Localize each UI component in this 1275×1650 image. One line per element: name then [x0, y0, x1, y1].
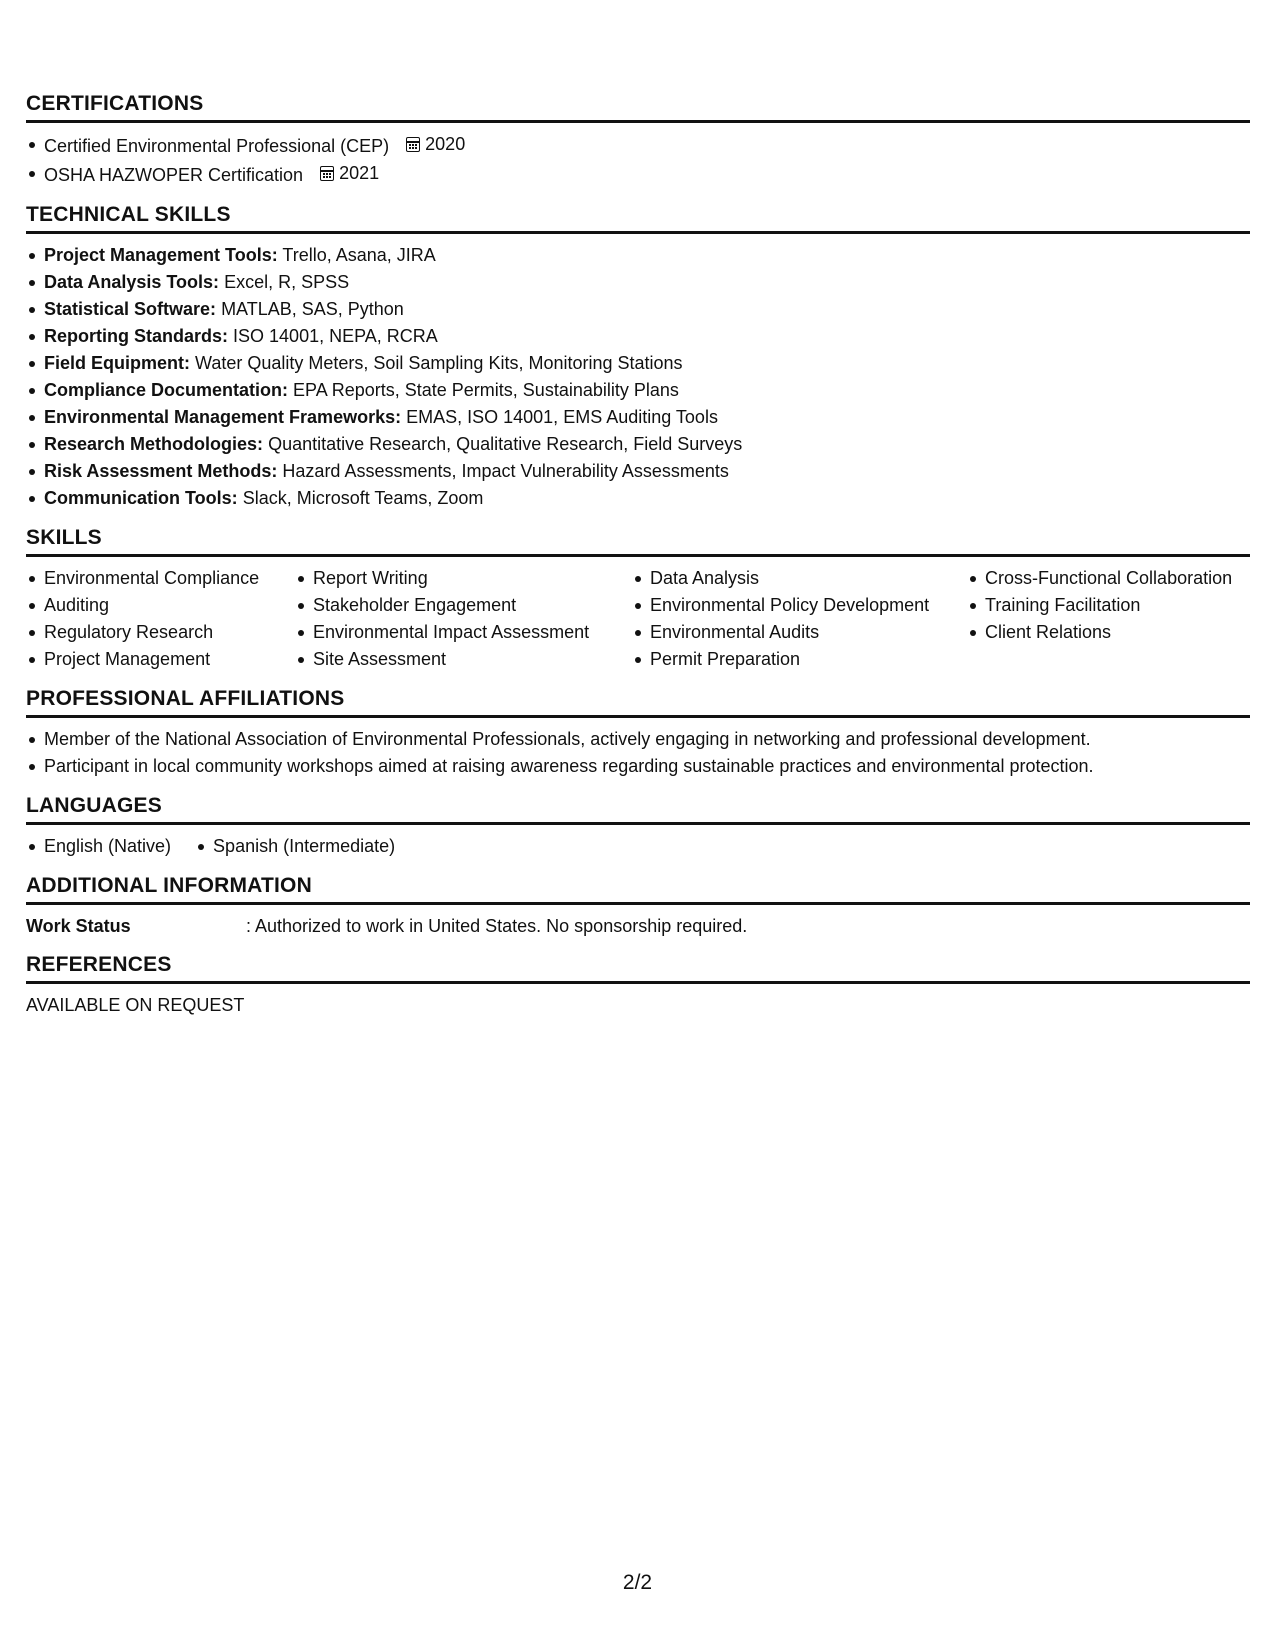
affiliations-title: PROFESSIONAL AFFILIATIONS	[26, 687, 1250, 718]
skills-column	[967, 565, 1250, 673]
certification-date	[320, 160, 379, 187]
list-item: Auditing	[26, 592, 295, 619]
references-title: REFERENCES	[26, 953, 1250, 984]
languages-list	[26, 833, 1250, 860]
list-item	[26, 323, 1250, 350]
list-item	[26, 242, 1250, 269]
skills-title: SKILLS	[26, 526, 1250, 557]
skills-column	[632, 565, 967, 673]
skill-category: Research Methodologies:	[44, 434, 264, 454]
list-item	[26, 377, 1250, 404]
skill-values: Hazard Assessments, Impact Vulnerability Assessments	[282, 461, 729, 481]
list-item: Project Management	[26, 646, 295, 673]
skill-values: ISO 14001, NEPA, RCRA	[233, 326, 438, 346]
skills-grid	[26, 565, 1250, 673]
additional-info-section	[26, 874, 1250, 939]
skill-values: Quantitative Research, Qualitative Research, Field Surveys	[268, 434, 743, 454]
list-item	[26, 131, 1250, 160]
certification-year: 2020	[425, 134, 466, 154]
list-item	[26, 404, 1250, 431]
list-item: Cross-Functional Collaboration	[967, 565, 1250, 592]
list-item: English (Native)	[26, 833, 171, 860]
skill-values: MATLAB, SAS, Python	[221, 299, 404, 319]
list-item: Environmental Audits	[632, 619, 967, 646]
languages-section	[26, 794, 1250, 860]
references-text: AVAILABLE ON REQUEST	[26, 995, 245, 1015]
certification-name: OSHA HAZWOPER Certification	[44, 165, 304, 185]
calendar-icon	[320, 166, 334, 181]
list-item: Environmental Compliance	[26, 565, 295, 592]
skill-values: Water Quality Meters, Soil Sampling Kits, Monitoring Stations	[195, 353, 683, 373]
list-item: Regulatory Research	[26, 619, 295, 646]
resume-page	[26, 92, 1250, 1032]
list-item	[26, 160, 1250, 189]
list-item: Environmental Impact Assessment	[295, 619, 632, 646]
list-item	[26, 485, 1250, 512]
list-item: Environmental Policy Development	[632, 592, 967, 619]
skill-category: Field Equipment:	[44, 353, 190, 373]
list-item: Training Facilitation	[967, 592, 1250, 619]
certification-name: Certified Environmental Professional (CEP)	[44, 136, 390, 156]
list-item: Report Writing	[295, 565, 632, 592]
list-item: Participant in local community workshops aimed at raising awareness regarding sustainable practices and environmental protection.	[26, 753, 1250, 780]
list-item: Client Relations	[967, 619, 1250, 646]
certification-year: 2021	[339, 163, 380, 183]
work-status-label: Work Status	[26, 916, 131, 936]
skill-values: Slack, Microsoft Teams, Zoom	[242, 488, 484, 508]
technical-skills-title: TECHNICAL SKILLS	[26, 203, 1250, 234]
list-item	[26, 458, 1250, 485]
skill-category: Compliance Documentation:	[44, 380, 289, 400]
skills-column	[26, 565, 295, 673]
work-status-value: : Authorized to work in United States. No sponsorship required.	[246, 916, 748, 936]
skills-column	[295, 565, 632, 673]
languages-title: LANGUAGES	[26, 794, 1250, 825]
list-item	[26, 296, 1250, 323]
skill-category: Reporting Standards:	[44, 326, 229, 346]
work-status-row	[26, 913, 1250, 939]
list-item: Permit Preparation	[632, 646, 967, 673]
list-item: Data Analysis	[632, 565, 967, 592]
calendar-icon	[406, 137, 420, 152]
list-item: Spanish (Intermediate)	[195, 833, 395, 860]
certifications-list	[26, 131, 1250, 189]
list-item: Member of the National Association of Environmental Professionals, actively engaging in networking and professional development.	[26, 726, 1250, 753]
certification-date	[406, 131, 465, 158]
skill-values: EMAS, ISO 14001, EMS Auditing Tools	[406, 407, 718, 427]
skill-values: EPA Reports, State Permits, Sustainability Plans	[293, 380, 679, 400]
skill-category: Risk Assessment Methods:	[44, 461, 278, 481]
affiliations-list	[26, 726, 1250, 780]
certifications-title: CERTIFICATIONS	[26, 92, 1250, 123]
additional-info-title: ADDITIONAL INFORMATION	[26, 874, 1250, 905]
list-item	[26, 269, 1250, 296]
list-item: Site Assessment	[295, 646, 632, 673]
skill-category: Data Analysis Tools:	[44, 272, 220, 292]
technical-skills-list	[26, 242, 1250, 512]
skill-category: Environmental Management Frameworks:	[44, 407, 402, 427]
skill-category: Communication Tools:	[44, 488, 238, 508]
skills-section	[26, 526, 1250, 673]
skill-values: Excel, R, SPSS	[224, 272, 350, 292]
skill-category: Project Management Tools:	[44, 245, 278, 265]
skill-category: Statistical Software:	[44, 299, 217, 319]
list-item: Stakeholder Engagement	[295, 592, 632, 619]
affiliations-section	[26, 687, 1250, 780]
list-item	[26, 350, 1250, 377]
page-number: 2/2	[622, 1571, 653, 1594]
list-item	[26, 431, 1250, 458]
references-section	[26, 953, 1250, 1018]
skill-values: Trello, Asana, JIRA	[282, 245, 436, 265]
technical-skills-section	[26, 203, 1250, 512]
certifications-section	[26, 92, 1250, 189]
